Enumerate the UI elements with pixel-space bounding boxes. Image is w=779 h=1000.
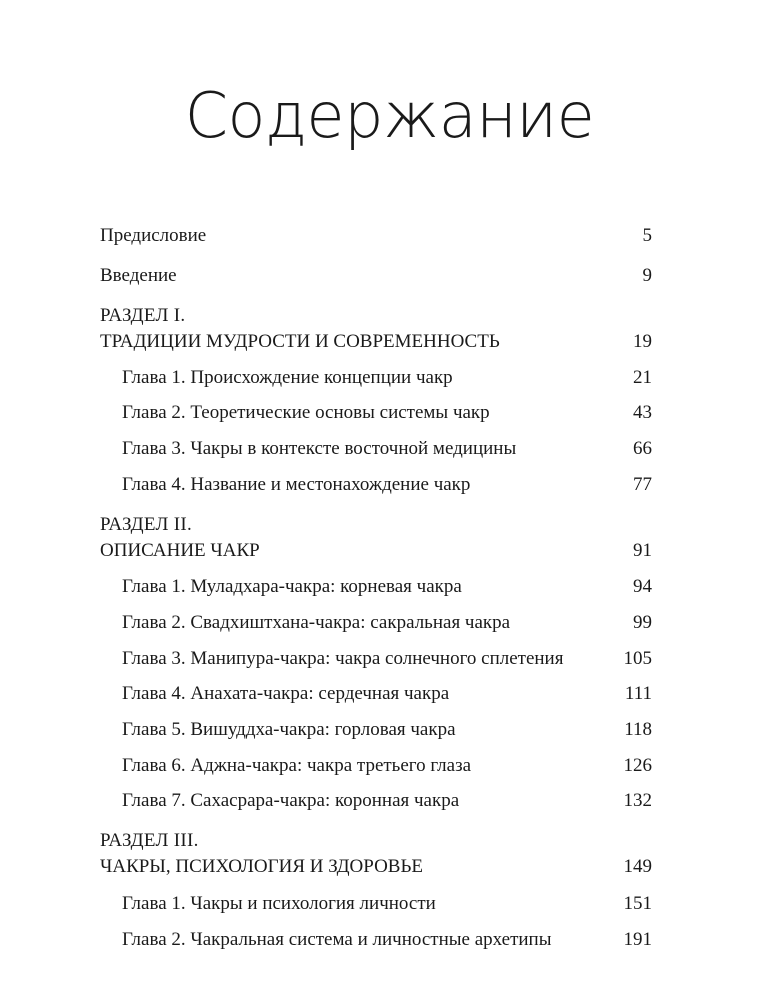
section-label-3: РАЗДЕЛ III. <box>100 830 199 851</box>
toc-page-number: 94 <box>633 576 652 597</box>
toc-entry-preface[interactable] <box>100 222 652 250</box>
toc-page-number: 99 <box>633 612 652 633</box>
toc-page-number: 126 <box>623 755 652 776</box>
toc-chapter[interactable] <box>100 645 652 673</box>
toc-entry-label: Глава 2. Свадхиштхана-чакра: сакральная чакра <box>122 612 511 633</box>
toc-page-number: 21 <box>633 367 652 388</box>
toc-page-number: 43 <box>633 402 652 423</box>
toc-page-number: 91 <box>633 540 652 561</box>
toc-page-number: 105 <box>623 648 652 669</box>
toc-entry-label: Глава 4. Анахата-чакра: сердечная чакра <box>122 683 450 704</box>
toc-page-number: 111 <box>624 683 652 704</box>
toc-page-number: 132 <box>623 790 652 811</box>
toc-chapter[interactable] <box>100 364 652 392</box>
section-label-1: РАЗДЕЛ I. <box>100 305 186 326</box>
toc-entry-label: Глава 7. Сахасрара-чакра: коронная чакра <box>122 790 460 811</box>
toc-chapter[interactable] <box>100 573 652 601</box>
section-label-2: РАЗДЕЛ II. <box>100 514 193 535</box>
toc-section-1[interactable] <box>100 328 652 356</box>
toc-chapter[interactable] <box>100 716 652 744</box>
toc-page-number: 149 <box>623 856 652 877</box>
toc-chapter[interactable] <box>100 609 652 637</box>
toc-entry-label: Глава 4. Название и местонахождение чакр <box>122 474 471 495</box>
toc-entry-label: Глава 3. Манипура-чакра: чакра солнечного сплетения <box>122 648 564 669</box>
toc-page-number: 19 <box>633 331 652 352</box>
toc-entry-label: Предисловие <box>100 225 207 246</box>
toc-section-3[interactable] <box>100 853 652 881</box>
toc-page-number: 5 <box>642 225 652 246</box>
toc-entry-label: Глава 3. Чакры в контексте восточной медицины <box>122 438 517 459</box>
page-title: Содержание <box>184 79 595 152</box>
toc-section-2[interactable] <box>100 537 652 565</box>
toc-chapter[interactable] <box>100 787 652 815</box>
toc-entry-label: Введение <box>100 265 177 286</box>
toc-entry-label: Глава 2. Чакральная система и личностные архетипы <box>122 929 552 950</box>
toc-chapter[interactable] <box>100 680 652 708</box>
toc-page-number: 66 <box>633 438 652 459</box>
toc-page-number: 9 <box>642 265 652 286</box>
toc-entry-label: Глава 6. Аджна-чакра: чакра третьего глаза <box>122 755 472 776</box>
toc-chapter[interactable] <box>100 752 652 780</box>
toc-chapter[interactable] <box>100 471 652 499</box>
toc-entry-label: Глава 1. Муладхара-чакра: корневая чакра <box>122 576 462 597</box>
toc-entry-label: Глава 5. Вишуддха-чакра: горловая чакра <box>122 719 456 740</box>
toc-entry-label: Глава 1. Чакры и психология личности <box>122 893 436 914</box>
toc-page-number: 118 <box>624 719 652 740</box>
toc-entry-label: Глава 1. Происхождение концепции чакр <box>122 367 453 388</box>
toc-page-number: 77 <box>633 474 652 495</box>
toc-chapter[interactable] <box>100 890 652 918</box>
toc-chapter[interactable] <box>100 435 652 463</box>
toc-entry-introduction[interactable] <box>100 262 652 290</box>
section-title: ОПИСАНИЕ ЧАКР <box>100 540 260 561</box>
toc-chapter[interactable] <box>100 399 652 427</box>
toc-chapter[interactable] <box>100 926 652 954</box>
toc-entry-label: Глава 2. Теоретические основы системы чакр <box>122 402 490 423</box>
toc-page-number: 151 <box>623 893 652 914</box>
toc-page-number: 191 <box>623 929 652 950</box>
section-title: ЧАКРЫ, ПСИХОЛОГИЯ И ЗДОРОВЬЕ <box>100 856 423 877</box>
section-title: ТРАДИЦИИ МУДРОСТИ И СОВРЕМЕННОСТЬ <box>100 331 500 352</box>
